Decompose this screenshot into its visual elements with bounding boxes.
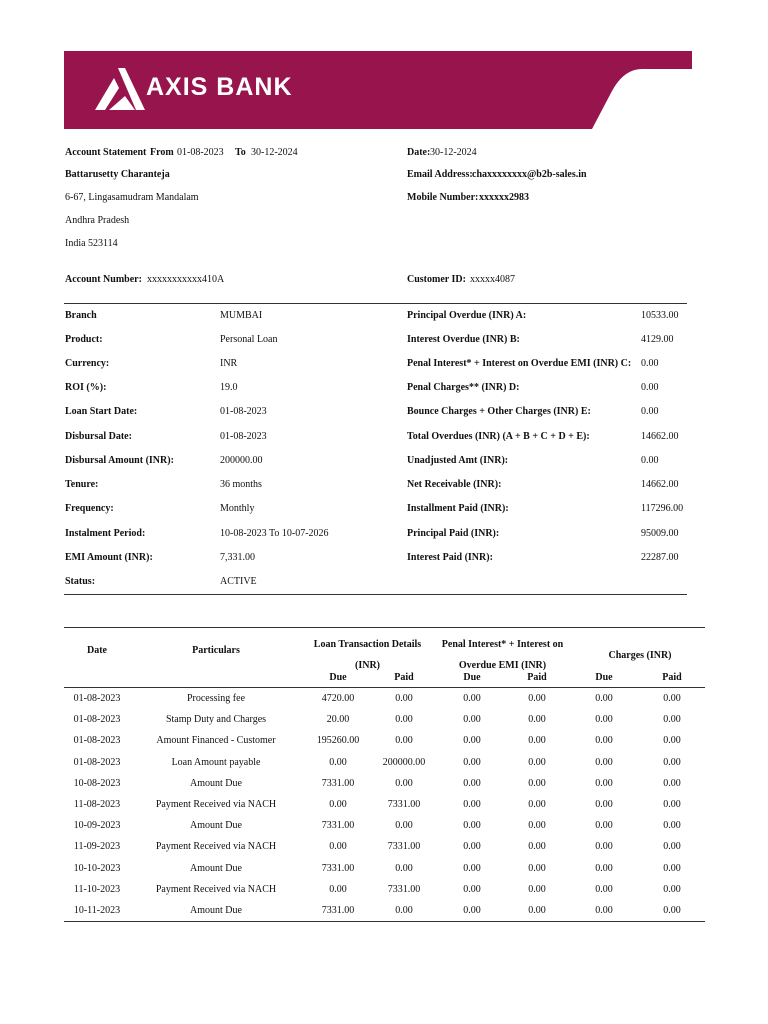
row-loan-due: 0.00 [329, 799, 347, 810]
detail-label: Installment Paid (INR): [407, 503, 509, 514]
row-date: 10-09-2023 [73, 820, 121, 831]
address-line2: Andhra Pradesh [65, 215, 130, 226]
loan-header: Loan Transaction Details [313, 639, 422, 650]
detail-label: Product: [65, 334, 103, 345]
row-particulars: Payment Received via NACH [155, 799, 277, 810]
particulars-header: Particulars [192, 645, 240, 656]
detail-value: 0.00 [641, 406, 659, 417]
row-date: 10-08-2023 [73, 778, 121, 789]
row-date: 01-08-2023 [73, 714, 121, 725]
detail-value: 22287.00 [641, 552, 679, 563]
row-loan-paid: 0.00 [395, 905, 413, 916]
account-number-label: Account Number: [65, 274, 142, 285]
row-charges-paid: 0.00 [663, 799, 681, 810]
row-loan-due: 0.00 [329, 841, 347, 852]
detail-value: Monthly [220, 503, 255, 514]
row-penal-paid: 0.00 [528, 884, 546, 895]
row-penal-paid: 0.00 [528, 735, 546, 746]
row-charges-paid: 0.00 [663, 778, 681, 789]
customer-id-label: Customer ID: [407, 274, 466, 285]
row-penal-paid: 0.00 [528, 778, 546, 789]
detail-label: Branch [65, 310, 97, 321]
row-penal-paid: 0.00 [528, 799, 546, 810]
row-penal-paid: 0.00 [528, 841, 546, 852]
detail-label: Interest Overdue (INR) B: [407, 334, 520, 345]
table-top-border [64, 627, 705, 628]
row-charges-due: 0.00 [595, 799, 613, 810]
row-penal-due: 0.00 [463, 820, 481, 831]
detail-label: EMI Amount (INR): [65, 552, 153, 563]
row-penal-due: 0.00 [463, 841, 481, 852]
row-particulars: Payment Received via NACH [155, 841, 277, 852]
customer-id-value: xxxxx4087 [470, 274, 515, 285]
detail-value: ACTIVE [220, 576, 257, 587]
row-charges-paid: 0.00 [663, 863, 681, 874]
paid-header: Paid [527, 672, 547, 683]
detail-label: Bounce Charges + Other Charges (INR) E: [407, 406, 591, 417]
loan-header-unit: (INR) [355, 660, 380, 671]
detail-value: 95009.00 [641, 528, 679, 539]
row-date: 01-08-2023 [73, 735, 121, 746]
row-particulars: Loan Amount payable [171, 757, 261, 768]
divider [64, 303, 687, 304]
row-loan-paid: 7331.00 [387, 841, 421, 852]
row-particulars: Amount Due [190, 778, 242, 789]
detail-label: Total Overdues (INR) (A + B + C + D + E): [407, 431, 590, 442]
detail-value: 200000.00 [220, 455, 263, 466]
divider [64, 594, 687, 595]
row-charges-paid: 0.00 [663, 714, 681, 725]
row-loan-due: 195260.00 [316, 735, 360, 746]
row-loan-paid: 0.00 [395, 820, 413, 831]
row-penal-paid: 0.00 [528, 905, 546, 916]
row-charges-paid: 0.00 [663, 735, 681, 746]
row-charges-paid: 0.00 [663, 884, 681, 895]
date-header: Date [87, 645, 107, 656]
row-date: 11-09-2023 [73, 841, 121, 852]
statement-label: Account Statement [65, 147, 147, 158]
detail-label: Instalment Period: [65, 528, 146, 539]
detail-label: Penal Charges** (INR) D: [407, 382, 520, 393]
row-date: 01-08-2023 [73, 757, 121, 768]
detail-value: 0.00 [641, 382, 659, 393]
row-penal-due: 0.00 [463, 757, 481, 768]
row-loan-due: 7331.00 [321, 863, 355, 874]
row-charges-paid: 0.00 [663, 905, 681, 916]
detail-value: 36 months [220, 479, 262, 490]
table-header-border [64, 687, 705, 688]
detail-value: 10-08-2023 To 10-07-2026 [220, 528, 329, 539]
detail-label: Disbursal Amount (INR): [65, 455, 174, 466]
from-date: 01-08-2023 [177, 147, 224, 158]
row-loan-paid: 7331.00 [387, 884, 421, 895]
detail-label: Currency: [65, 358, 110, 369]
due-header: Due [595, 672, 613, 683]
row-charges-due: 0.00 [595, 757, 613, 768]
row-penal-paid: 0.00 [528, 714, 546, 725]
row-loan-due: 0.00 [329, 884, 347, 895]
due-header: Due [463, 672, 481, 683]
row-charges-paid: 0.00 [663, 693, 681, 704]
date-label: Date: [407, 147, 431, 158]
row-charges-due: 0.00 [595, 778, 613, 789]
row-particulars: Amount Due [190, 905, 242, 916]
due-header: Due [329, 672, 347, 683]
row-loan-paid: 200000.00 [382, 757, 426, 768]
mobile-label: Mobile Number: [407, 192, 479, 203]
row-charges-due: 0.00 [595, 820, 613, 831]
row-penal-paid: 0.00 [528, 820, 546, 831]
detail-label: Net Receivable (INR): [407, 479, 502, 490]
row-date: 11-10-2023 [73, 884, 121, 895]
row-penal-due: 0.00 [463, 863, 481, 874]
detail-value: 14662.00 [641, 431, 679, 442]
row-particulars: Amount Due [190, 863, 242, 874]
to-date: 30-12-2024 [251, 147, 298, 158]
row-charges-paid: 0.00 [663, 841, 681, 852]
email-value: chaxxxxxxxx@b2b-sales.in [472, 169, 587, 180]
row-penal-paid: 0.00 [528, 693, 546, 704]
detail-label: Interest Paid (INR): [407, 552, 493, 563]
detail-value: Personal Loan [220, 334, 278, 345]
row-loan-due: 4720.00 [321, 693, 355, 704]
row-loan-paid: 0.00 [395, 778, 413, 789]
row-particulars: Payment Received via NACH [155, 884, 277, 895]
detail-label: Loan Start Date: [65, 406, 138, 417]
detail-label: Principal Paid (INR): [407, 528, 500, 539]
row-charges-due: 0.00 [595, 735, 613, 746]
detail-value: 4129.00 [641, 334, 674, 345]
detail-value: 01-08-2023 [220, 406, 267, 417]
address-line3: India 523114 [65, 238, 118, 249]
row-penal-due: 0.00 [463, 799, 481, 810]
row-loan-due: 0.00 [329, 757, 347, 768]
to-label: To [235, 147, 246, 158]
row-charges-due: 0.00 [595, 884, 613, 895]
row-loan-paid: 7331.00 [387, 799, 421, 810]
row-penal-due: 0.00 [463, 905, 481, 916]
detail-value: MUMBAI [220, 310, 263, 321]
row-loan-due: 7331.00 [321, 778, 355, 789]
penal-header-line2: Overdue EMI (INR) [458, 660, 547, 671]
row-loan-due: 7331.00 [321, 905, 355, 916]
row-loan-paid: 0.00 [395, 735, 413, 746]
row-particulars: Amount Financed - Customer [156, 735, 276, 746]
detail-label: Principal Overdue (INR) A: [407, 310, 527, 321]
penal-header: Penal Interest* + Interest on [441, 639, 564, 650]
detail-label: Frequency: [65, 503, 114, 514]
row-penal-due: 0.00 [463, 714, 481, 725]
row-charges-paid: 0.00 [663, 757, 681, 768]
brand-name: AXIS BANK [146, 73, 293, 101]
table-bottom-border [64, 921, 705, 922]
row-charges-due: 0.00 [595, 841, 613, 852]
row-loan-paid: 0.00 [395, 714, 413, 725]
row-penal-paid: 0.00 [528, 863, 546, 874]
row-charges-due: 0.00 [595, 693, 613, 704]
detail-label: Tenure: [65, 479, 99, 490]
address-line1: 6-67, Lingasamudram Mandalam [65, 192, 199, 203]
row-penal-due: 0.00 [463, 884, 481, 895]
paid-header: Paid [662, 672, 682, 683]
mobile-value: xxxxxx2983 [479, 192, 529, 203]
row-charges-due: 0.00 [595, 905, 613, 916]
row-penal-due: 0.00 [463, 778, 481, 789]
row-date: 01-08-2023 [73, 693, 121, 704]
row-loan-paid: 0.00 [395, 863, 413, 874]
detail-value: 10533.00 [641, 310, 679, 321]
detail-label: ROI (%): [65, 382, 107, 393]
detail-value: 01-08-2023 [220, 431, 267, 442]
row-particulars: Processing fee [186, 693, 246, 704]
from-label: From [150, 147, 174, 158]
detail-label: Penal Interest* + Interest on Overdue EMI (INR) C: [407, 358, 632, 369]
detail-value: 0.00 [641, 358, 659, 369]
row-date: 11-08-2023 [73, 799, 121, 810]
row-charges-due: 0.00 [595, 863, 613, 874]
row-particulars: Stamp Duty and Charges [165, 714, 267, 725]
date-value: 30-12-2024 [430, 147, 477, 158]
row-loan-due: 7331.00 [321, 820, 355, 831]
detail-value: 117296.00 [641, 503, 684, 514]
detail-value: 19.0 [220, 382, 238, 393]
row-date: 10-11-2023 [73, 905, 121, 916]
row-loan-paid: 0.00 [395, 693, 413, 704]
detail-value: 0.00 [641, 455, 659, 466]
row-date: 10-10-2023 [73, 863, 121, 874]
detail-value: 7,331.00 [220, 552, 255, 563]
row-penal-due: 0.00 [463, 735, 481, 746]
email-label: Email Address: [407, 169, 473, 180]
detail-label: Unadjusted Amt (INR): [407, 455, 509, 466]
detail-label: Status: [65, 576, 96, 587]
row-penal-paid: 0.00 [528, 757, 546, 768]
account-number-value: xxxxxxxxxxx410A [147, 274, 225, 285]
row-loan-due: 20.00 [326, 714, 350, 725]
row-particulars: Amount Due [190, 820, 242, 831]
detail-label: Disbursal Date: [65, 431, 132, 442]
row-charges-paid: 0.00 [663, 820, 681, 831]
row-penal-due: 0.00 [463, 693, 481, 704]
detail-value: 14662.00 [641, 479, 679, 490]
customer-name: Battarusetty Charanteja [65, 169, 170, 180]
detail-value: INR [220, 358, 238, 369]
charges-header: Charges (INR) [608, 650, 672, 661]
paid-header: Paid [394, 672, 414, 683]
row-charges-due: 0.00 [595, 714, 613, 725]
